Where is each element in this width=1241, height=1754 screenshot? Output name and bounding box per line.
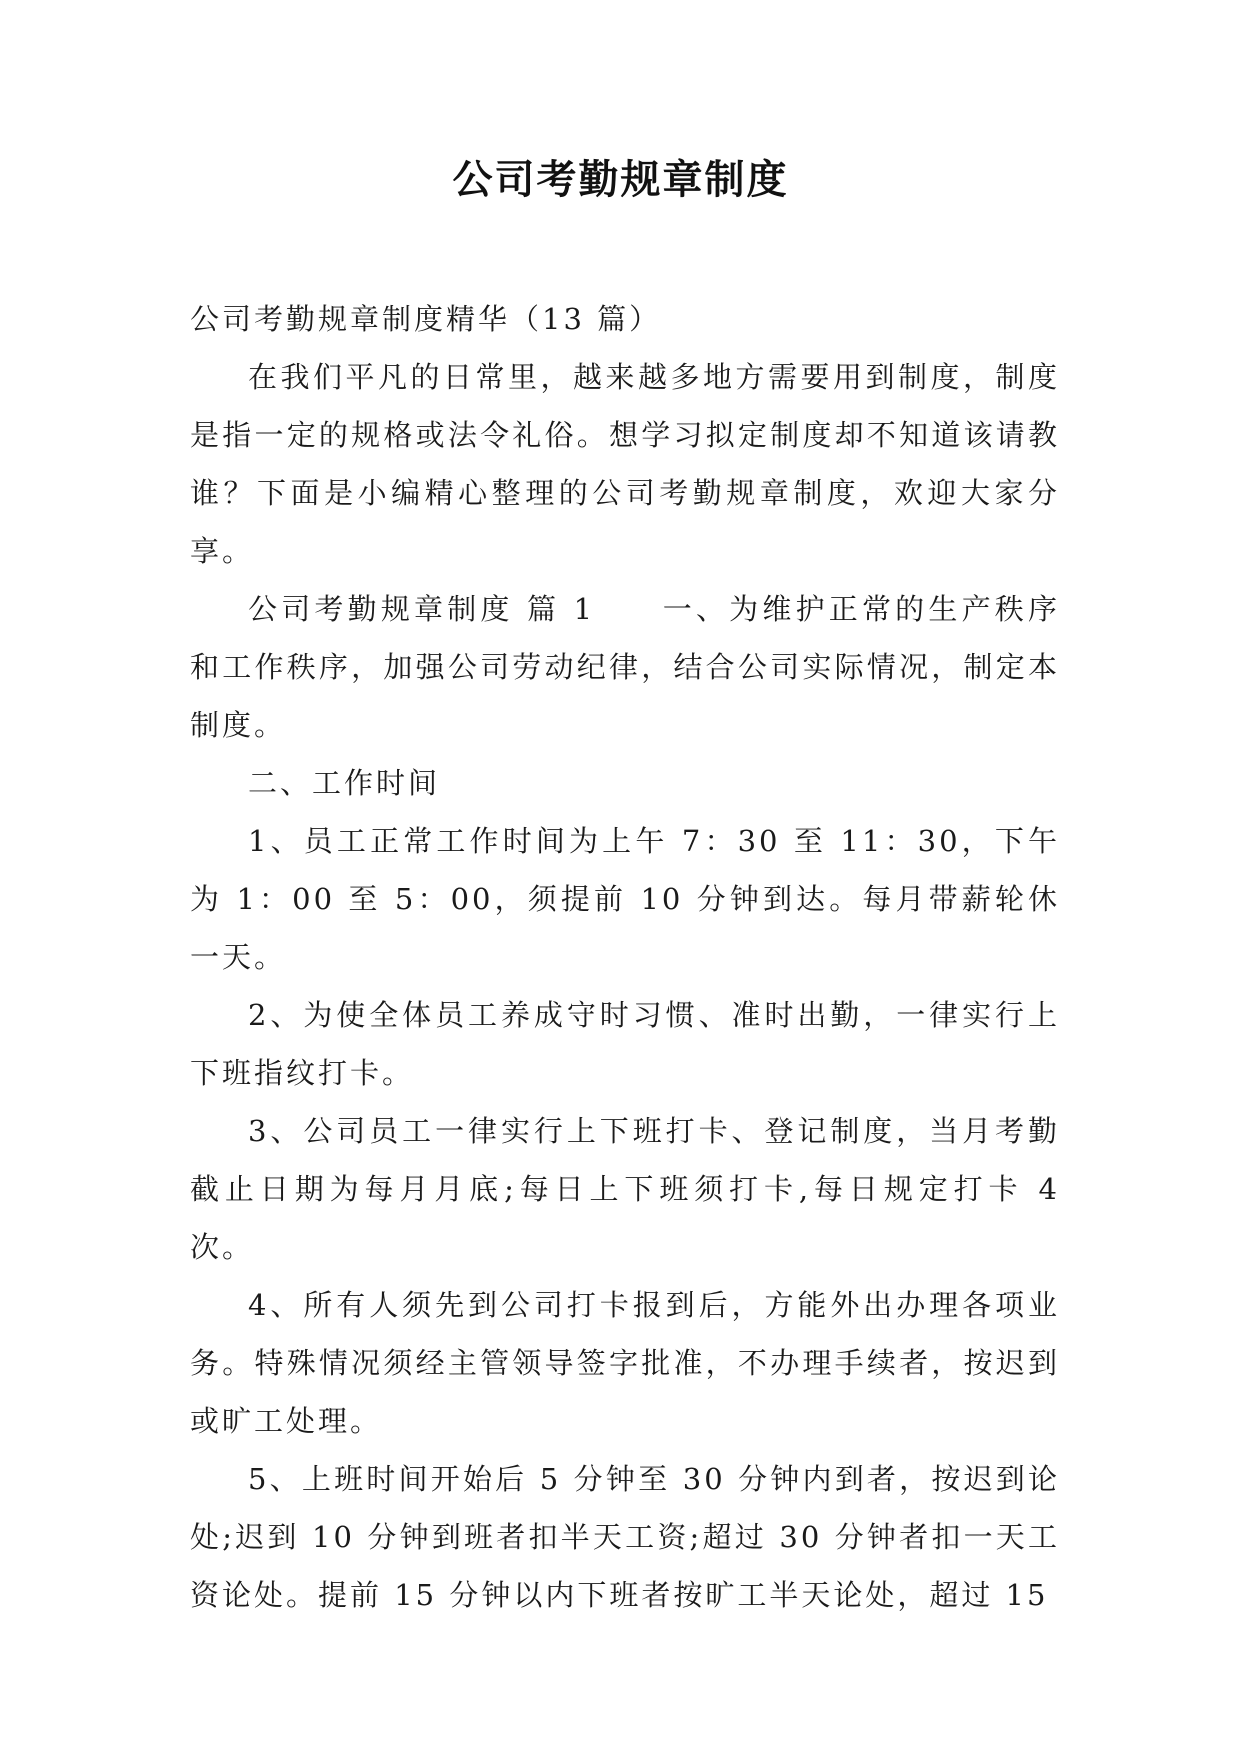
document-body [190, 290, 1060, 1624]
paragraph-item-5: 5、上班时间开始后 5 分钟至 30 分钟内到者，按迟到论处;迟到 10 分钟到班者扣半天工资;超过 30 分钟者扣一天工资论处。提前 15 分钟以内下班者按旷工半天论处，超过 15 [190, 1462, 1060, 1612]
paragraph-heading-work-time: 二、工作时间 [248, 766, 441, 800]
paragraph-item-2: 2、为使全体员工养成守时习惯、准时出勤，一律实行上下班指纹打卡。 [190, 998, 1060, 1090]
paragraph-item-4: 4、所有人须先到公司打卡报到后，方能外出办理各项业务。特殊情况须经主管领导签字批准，不办理手续者，按迟到或旷工处理。 [190, 1288, 1060, 1438]
paragraph-item-1: 1、员工正常工作时间为上午 7：30 至 11：30，下午为 1：00 至 5：00，须提前 10 分钟到达。每月带薪轮休一天。 [190, 824, 1060, 974]
document-title: 公司考勤规章制度 [452, 157, 789, 203]
paragraph-section-1: 公司考勤规章制度 篇 1 一、为维护正常的生产秩序和工作秩序，加强公司劳动纪律，结合公司实际情况，制定本制度。 [190, 592, 1060, 742]
paragraph-intro: 在我们平凡的日常里，越来越多地方需要用到制度，制度是指一定的规格或法令礼俗。想学习拟定制度却不知道该请教谁？下面是小编精心整理的公司考勤规章制度，欢迎大家分享。 [190, 360, 1060, 568]
document-subtitle: 公司考勤规章制度精华（13 篇） [190, 302, 662, 336]
paragraph-item-3: 3、公司员工一律实行上下班打卡、登记制度，当月考勤截止日期为每月月底;每日上下班须打卡,每日规定打卡 4 次。 [190, 1114, 1060, 1264]
